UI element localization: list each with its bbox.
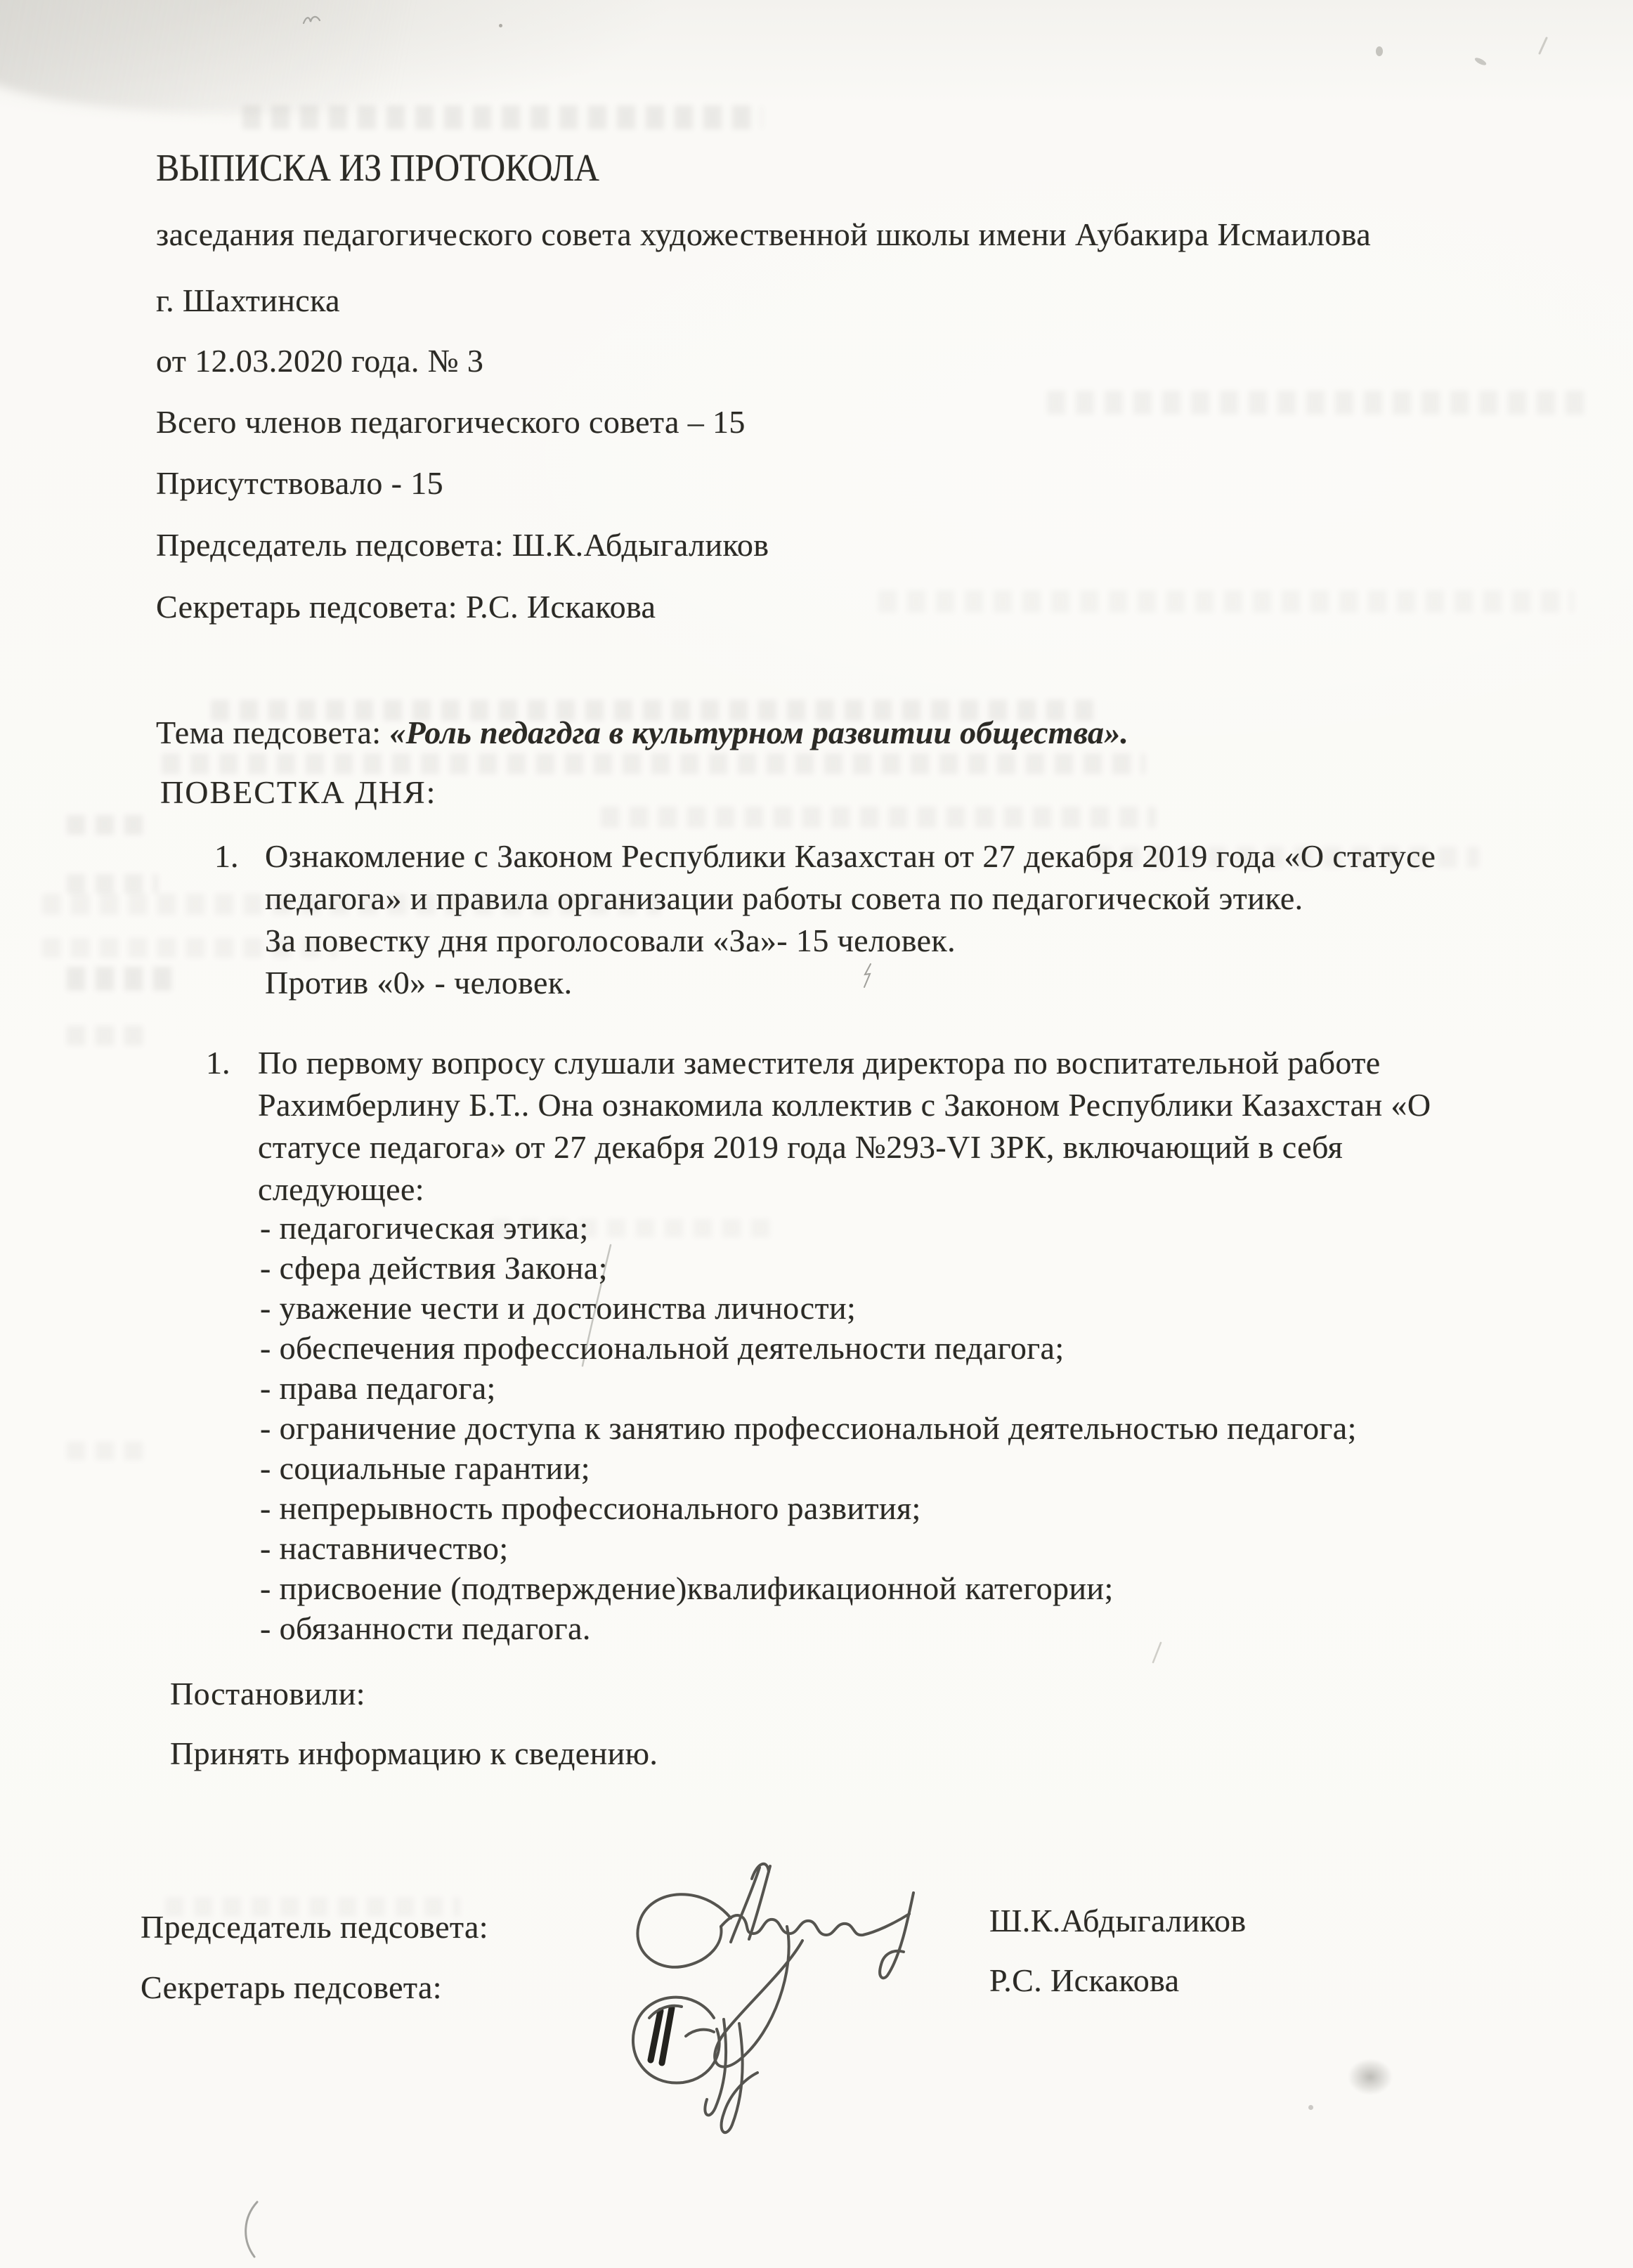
- bleed-through-line: [1047, 391, 1588, 415]
- scan-speck: [1537, 37, 1549, 55]
- agenda-item-line: Ознакомление с Законом Республики Казахстан от 27 декабря 2019 года «О статусе: [265, 838, 1436, 874]
- bleed-through-line: [67, 874, 158, 894]
- pen-paren-mark: [238, 2199, 260, 2260]
- law-points-list: [156, 1208, 1547, 1648]
- bleed-through-line: [242, 105, 762, 129]
- document-title: ВЫПИСКА ИЗ ПРОТОКОЛА: [156, 145, 599, 189]
- bleed-through-line: [67, 1442, 144, 1460]
- first-question-item: [156, 1042, 1547, 1211]
- theme-title: «Роль педагдга в культурном развитии общества».: [389, 715, 1129, 750]
- law-point: - присвоение (подтверждение)квалификационной категории;: [260, 1570, 1114, 1606]
- scan-speck: [1308, 2105, 1313, 2110]
- agenda-heading: ПОВЕСТКА ДНЯ:: [160, 774, 437, 810]
- theme-label: Тема педсовета:: [156, 715, 390, 750]
- first-question-number: 1.: [206, 1045, 230, 1081]
- resolved-heading: Постановили:: [170, 1676, 365, 1712]
- scan-speck: [1376, 46, 1383, 56]
- agenda-item-1: [156, 835, 1547, 1004]
- agenda-item-line: За повестку дня проголосовали «За»- 15 человек.: [265, 923, 956, 958]
- scan-speck: [499, 24, 502, 27]
- chairman-intro-line: Председатель педсовета: Ш.К.Абдыгаликов: [156, 527, 769, 563]
- first-question-line: статусе педагога» от 27 декабря 2019 года №293-VI ЗРК, включающий в себя: [258, 1129, 1344, 1165]
- bleed-through-line: [601, 807, 1156, 828]
- law-point: - наставничество;: [260, 1530, 509, 1566]
- bleed-through-line: [67, 815, 151, 835]
- signature-secretary-label: Секретарь педсовета:: [141, 1969, 442, 2005]
- scan-shadow-top-left: [0, 0, 548, 112]
- date-number-line: от 12.03.2020 года. № 3: [156, 343, 484, 379]
- agenda-item-line: Против «0» - человек.: [265, 965, 573, 1001]
- law-point: - педагогическая этика;: [260, 1210, 589, 1246]
- secretary-intro-line: Секретарь педсовета: Р.С. Искакова: [156, 589, 656, 625]
- law-point: - сфера действия Закона;: [260, 1250, 608, 1286]
- signature-chairman-name: Ш.К.Абдыгаликов: [989, 1903, 1247, 1938]
- total-members-line: Всего членов педагогического совета – 15: [156, 404, 746, 440]
- first-question-line: Рахимберлину Б.Т.. Она ознакомила коллектив с Законом Республики Казахстан «О: [258, 1087, 1431, 1123]
- law-point: - ограничение доступа к занятию профессиональной деятельностью педагога;: [260, 1410, 1357, 1446]
- secretary-signature: [618, 1848, 956, 2143]
- law-point: - обязанности педагога.: [260, 1610, 591, 1646]
- subtitle-line: заседания педагогического совета художественной школы имени Аубакира Исмаилова: [156, 216, 1372, 252]
- agenda-item-line: педагога» и правила организации работы совета по педагогической этике.: [265, 880, 1303, 916]
- resolution-line: Принять информацию к сведению.: [170, 1735, 658, 1771]
- ink-smudge: [1348, 2059, 1393, 2095]
- present-count-line: Присутствовало - 15: [156, 465, 444, 501]
- bleed-through-line: [67, 1026, 151, 1045]
- signature-chairman-label: Председатель педсовета:: [141, 1909, 488, 1945]
- first-question-line: По первому вопросу слушали заместителя директора по воспитательной работе: [258, 1045, 1381, 1081]
- law-point: - обеспечения профессиональной деятельности педагога;: [260, 1330, 1065, 1366]
- law-point: - социальные гарантии;: [260, 1450, 590, 1486]
- law-point: - права педагога;: [260, 1370, 496, 1406]
- first-question-line: следующее:: [258, 1171, 424, 1207]
- agenda-item-number: 1.: [214, 838, 239, 874]
- bleed-through-line: [878, 590, 1574, 613]
- scan-speck: [1473, 56, 1487, 67]
- pen-squiggle-mark: [302, 13, 322, 28]
- theme-line: [156, 712, 1128, 754]
- law-point: - непрерывность профессионального развития;: [260, 1490, 921, 1526]
- law-point: - уважение чести и достоинства личности;: [260, 1290, 857, 1326]
- signature-secretary-name: Р.С. Искакова: [989, 1962, 1180, 1998]
- city-line: г. Шахтинска: [156, 282, 340, 318]
